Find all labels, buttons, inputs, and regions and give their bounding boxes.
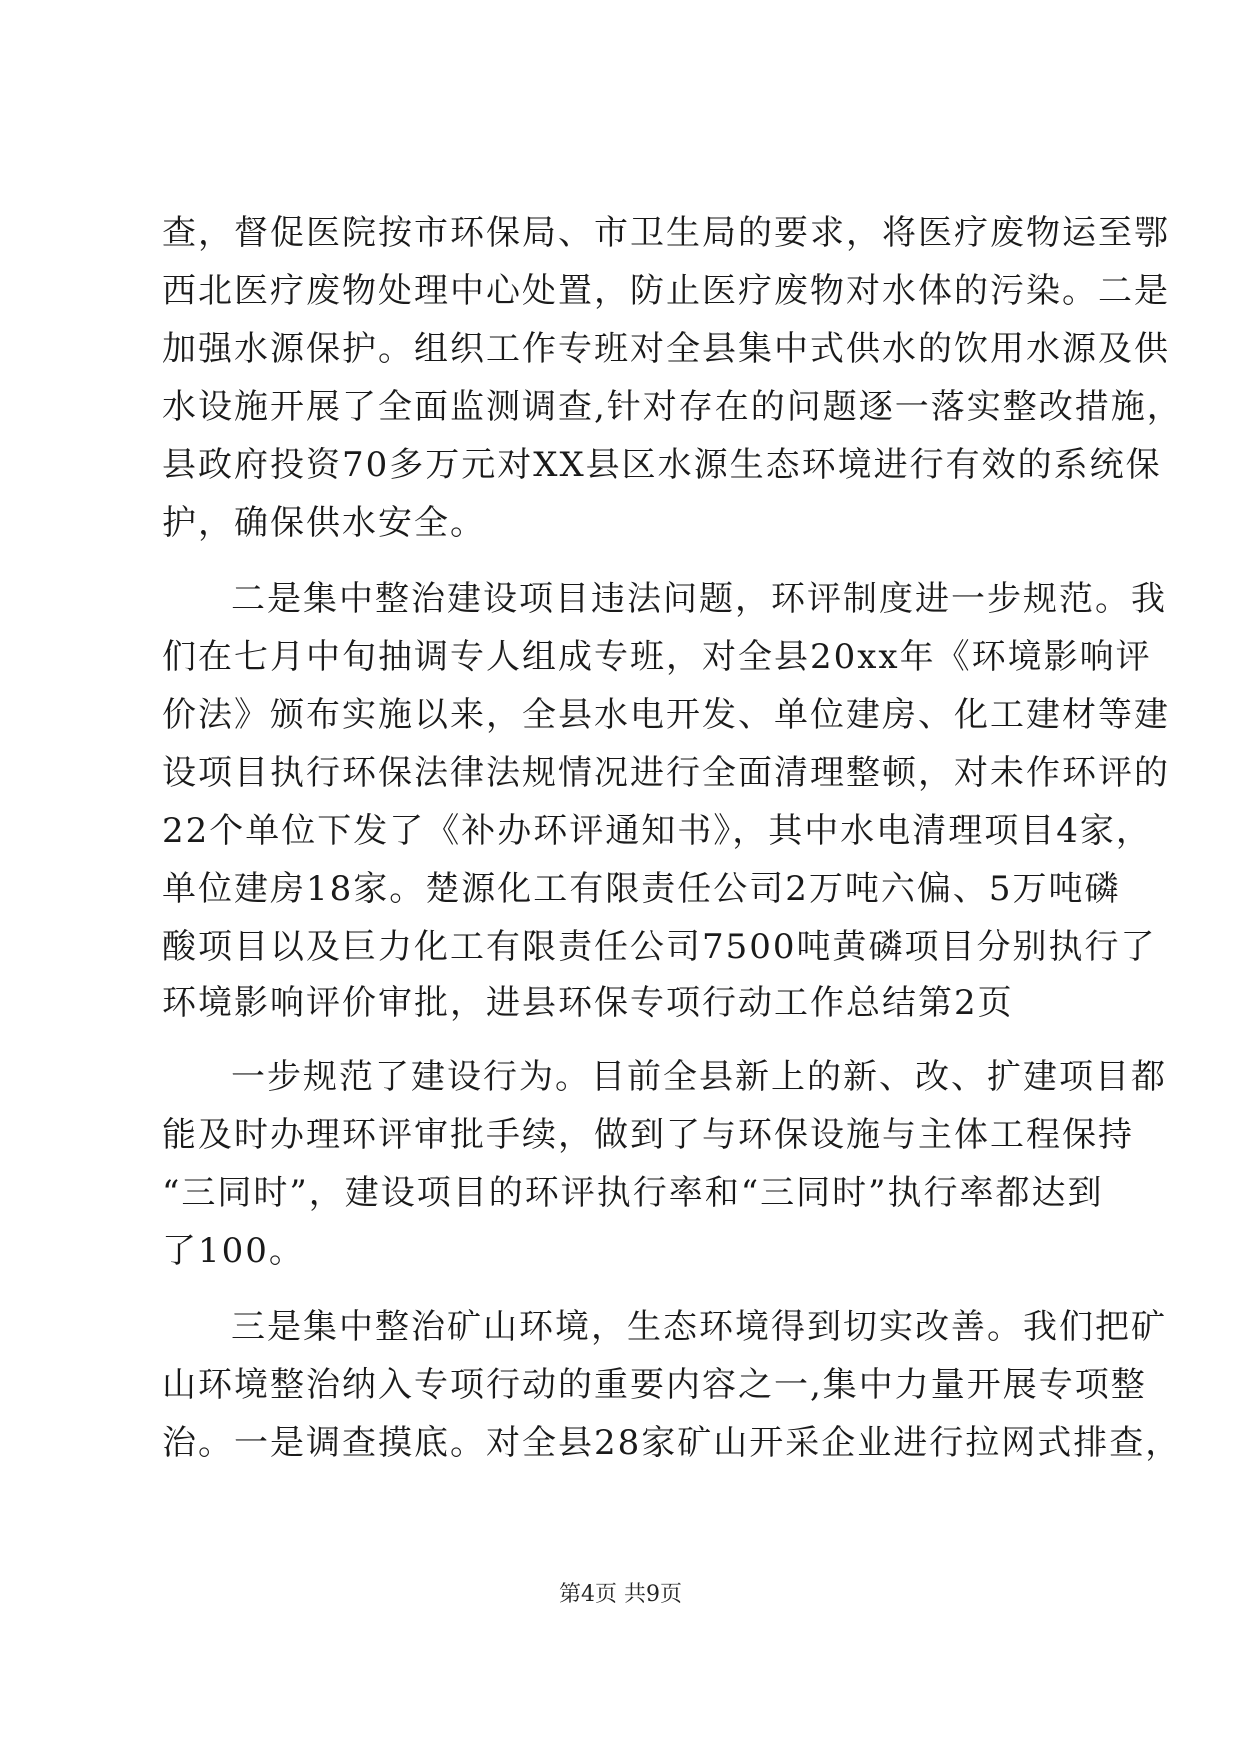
text-line: 加强水源保护。组织工作专班对全县集中式供水的饮用水源及供 (162, 329, 1170, 369)
text-line: 22个单位下发了《补办环评通知书》，其中水电清理项目4家， (162, 811, 1152, 851)
text-line: 治。一是调查摸底。对全县28家矿山开采企业进行拉网式排查， (162, 1423, 1182, 1463)
text-line: 山环境整治纳入专项行动的重要内容之一,集中力量开展专项整 (162, 1365, 1147, 1405)
text-line: 水设施开展了全面监测调查,针对存在的问题逐一落实整改措施， (162, 387, 1183, 427)
text-line: 价法》颁布实施以来，全县水电开发、单位建房、化工建材等建 (162, 695, 1170, 735)
text-line: 们在七月中旬抽调专人组成专班，对全县20xx年《环境影响评 (162, 637, 1152, 677)
text-line: 查，督促医院按市环保局、市卫生局的要求，将医疗废物运至鄂 (162, 213, 1170, 253)
paragraph-first-line: 二是集中整治建设项目违法问题，环评制度进一步规范。我 (231, 579, 1167, 619)
text-line: 县政府投资70多万元对XX县区水源生态环境进行有效的系统保 (162, 445, 1162, 485)
text-line: 单位建房18家。楚源化工有限责任公司2万吨六偏、5万吨磷 (162, 869, 1121, 909)
text-line: 了100。 (162, 1231, 305, 1271)
paragraph-first-line: 一步规范了建设行为。目前全县新上的新、改、扩建项目都 (231, 1057, 1167, 1097)
text-line: 酸项目以及巨力化工有限责任公司7500吨黄磷项目分别执行了 (162, 927, 1157, 967)
text-line: 护，确保供水安全。 (162, 503, 486, 543)
page-footer: 第4页 共9页 (559, 1582, 682, 1607)
text-line: 设项目执行环保法律法规情况进行全面清理整顿，对未作环评的 (162, 753, 1170, 793)
text-line: 能及时办理环评审批手续，做到了与环保设施与主体工程保持 (162, 1115, 1134, 1155)
text-line: 环境影响评价审批，进县环保专项行动工作总结第2页 (162, 983, 1014, 1023)
text-line: “三同时”，建设项目的环评执行率和“三同时”执行率都达到 (162, 1173, 1104, 1213)
paragraph-first-line: 三是集中整治矿山环境，生态环境得到切实改善。我们把矿 (231, 1307, 1167, 1347)
text-line: 西北医疗废物处理中心处置，防止医疗废物对水体的污染。二是 (162, 271, 1170, 311)
